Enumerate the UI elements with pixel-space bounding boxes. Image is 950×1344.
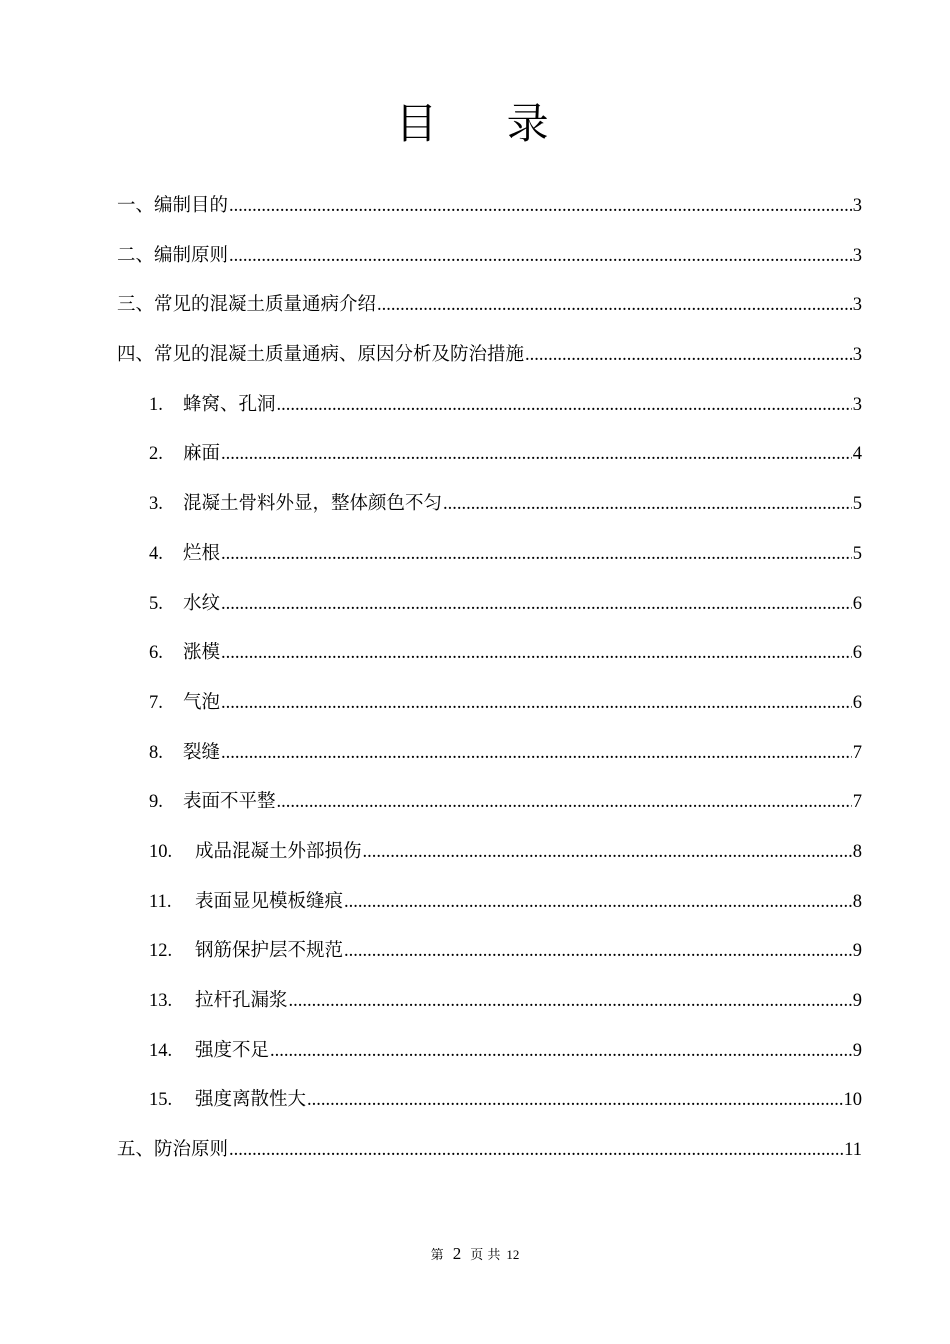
toc-entry-text: 混凝土骨料外显，整体颜色不匀 (183, 493, 443, 515)
toc-entry[interactable] (117, 1031, 862, 1081)
toc-entry-page: 8 (852, 841, 862, 862)
toc-entry-label (149, 633, 220, 673)
footer-page-number: 2 (452, 1244, 462, 1263)
toc-entry-number: 10. (149, 841, 173, 862)
toc-entry-number: 14. (149, 1040, 173, 1061)
toc-entry-label (149, 434, 220, 474)
toc-entry-label (149, 385, 276, 425)
toc-dot-leader (344, 931, 852, 971)
toc-entry-text: 四、常见的混凝土质量通病、原因分析及防治措施 (117, 344, 525, 366)
toc-entry[interactable] (117, 385, 862, 435)
toc-entry-page: 9 (852, 991, 862, 1011)
toc-entry-label (117, 335, 524, 375)
toc-entry-number: 5. (149, 593, 163, 614)
toc-dot-leader (229, 236, 852, 276)
toc-entry-text: 涨模 (183, 642, 221, 664)
toc-entry-number: 12. (149, 941, 173, 962)
toc-entry-label (149, 1031, 269, 1071)
toc-entry[interactable] (117, 633, 862, 683)
toc-entry-text: 表面显见模板缝痕 (195, 890, 344, 912)
footer-total-pages: 12 (506, 1247, 520, 1262)
toc-dot-leader (221, 633, 852, 673)
toc-entry-page: 10 (843, 1090, 862, 1111)
toc-dot-leader (363, 832, 852, 872)
toc-entry-label (149, 782, 276, 822)
toc-entry-text: 五、防治原则 (117, 1139, 229, 1161)
toc-entry[interactable] (117, 1080, 862, 1130)
toc-dot-leader (221, 434, 852, 474)
toc-entry[interactable] (117, 931, 862, 981)
toc-entry-number: 8. (149, 742, 163, 763)
toc-entry[interactable] (117, 236, 862, 286)
toc-entry-page: 7 (852, 792, 862, 813)
toc-entry[interactable] (117, 584, 862, 634)
toc-entry-page: 3 (852, 196, 862, 216)
toc-entry-text: 麻面 (183, 443, 221, 465)
toc-entry-label (149, 882, 343, 922)
toc-entry-label (149, 832, 362, 872)
toc-entry-number: 11. (149, 891, 172, 912)
toc-entry-page: 5 (852, 494, 862, 515)
toc-entry-number: 2. (149, 444, 163, 465)
toc-entry-label (117, 1130, 228, 1170)
toc-entry-label (149, 683, 220, 723)
toc-entry[interactable] (117, 434, 862, 484)
toc-dot-leader (307, 1080, 842, 1120)
toc-entry-text: 三、常见的混凝土质量通病介绍 (117, 294, 377, 316)
toc-dot-leader (221, 683, 852, 723)
toc-entry-text: 二、编制原则 (117, 244, 229, 266)
toc-entry[interactable] (117, 981, 862, 1031)
toc-entry[interactable] (117, 683, 862, 733)
toc-entry-page: 3 (852, 345, 862, 366)
toc-dot-leader (229, 1130, 843, 1170)
toc-dot-leader (344, 882, 852, 922)
toc-entry-label (117, 236, 228, 276)
toc-entry[interactable] (117, 1130, 862, 1180)
toc-entry-page: 3 (852, 394, 862, 415)
toc-entry-number: 4. (149, 543, 163, 564)
toc-entry-number: 1. (149, 394, 163, 415)
toc-entry-number: 3. (149, 494, 163, 515)
toc-entry-label (117, 285, 376, 325)
toc-entry[interactable] (117, 285, 862, 335)
toc-entry[interactable] (117, 186, 862, 236)
toc-entry-text: 强度离散性大 (195, 1089, 307, 1111)
toc-entry-page: 6 (852, 643, 862, 664)
toc-entry[interactable] (117, 484, 862, 534)
toc-dot-leader (221, 534, 852, 574)
toc-entry-page: 6 (852, 692, 862, 713)
toc-entry[interactable] (117, 882, 862, 932)
toc-entry-number: 9. (149, 792, 163, 813)
toc-entry-text: 表面不平整 (183, 791, 276, 813)
toc-dot-leader (377, 285, 852, 325)
toc-dot-leader (277, 385, 852, 425)
toc-entry[interactable] (117, 335, 862, 385)
toc-entry-label (149, 584, 220, 624)
toc-dot-leader (221, 584, 852, 624)
toc-entry[interactable] (117, 832, 862, 882)
toc-entry-label (149, 931, 343, 971)
footer-prefix: 第 (430, 1248, 444, 1263)
toc-entry-page: 4 (852, 444, 862, 465)
toc-entry-page: 7 (852, 742, 862, 763)
table-of-contents (117, 186, 862, 1180)
toc-entry-number: 6. (149, 643, 163, 664)
toc-entry-text: 一、编制目的 (117, 195, 229, 216)
toc-dot-leader (221, 733, 852, 773)
toc-entry-page: 9 (852, 1040, 862, 1061)
toc-entry[interactable] (117, 782, 862, 832)
toc-entry-page: 5 (852, 543, 862, 564)
toc-entry-number: 13. (149, 991, 173, 1011)
toc-dot-leader (229, 186, 852, 226)
toc-entry-number: 7. (149, 692, 163, 713)
toc-entry-text: 钢筋保护层不规范 (195, 940, 344, 962)
toc-dot-leader (289, 981, 852, 1021)
toc-entry-text: 强度不足 (195, 1039, 270, 1061)
toc-dot-leader (525, 335, 852, 375)
toc-entry-text: 裂缝 (183, 741, 221, 763)
toc-dot-leader (443, 484, 852, 524)
toc-entry-label (149, 1080, 306, 1120)
toc-entry-label (149, 981, 288, 1021)
toc-entry-page: 3 (852, 295, 862, 316)
toc-entry-number: 15. (149, 1090, 173, 1111)
toc-dot-leader (277, 782, 852, 822)
toc-dot-leader (270, 1031, 852, 1071)
page-footer (0, 1244, 950, 1264)
toc-entry[interactable] (117, 534, 862, 584)
toc-entry-text: 烂根 (183, 542, 221, 564)
toc-entry-label (149, 733, 220, 773)
toc-entry-label (149, 534, 220, 574)
toc-entry-label (117, 186, 228, 226)
toc-entry-text: 水纹 (183, 592, 221, 614)
toc-entry-text: 拉杆孔漏浆 (195, 990, 288, 1011)
toc-entry-page: 11 (844, 1140, 862, 1161)
footer-mid: 页 共 (470, 1248, 501, 1263)
toc-entry-text: 成品混凝土外部损伤 (195, 840, 362, 862)
toc-entry-label (149, 484, 442, 524)
toc-entry-text: 蜂窝、孔洞 (183, 393, 276, 415)
toc-entry-page: 3 (852, 245, 862, 266)
toc-entry-page: 6 (852, 593, 862, 614)
toc-entry-page: 9 (852, 941, 862, 962)
toc-entry-page: 8 (852, 891, 862, 912)
page-title: 目 录 (395, 99, 577, 148)
toc-entry[interactable] (117, 733, 862, 783)
toc-entry-text: 气泡 (183, 691, 221, 713)
